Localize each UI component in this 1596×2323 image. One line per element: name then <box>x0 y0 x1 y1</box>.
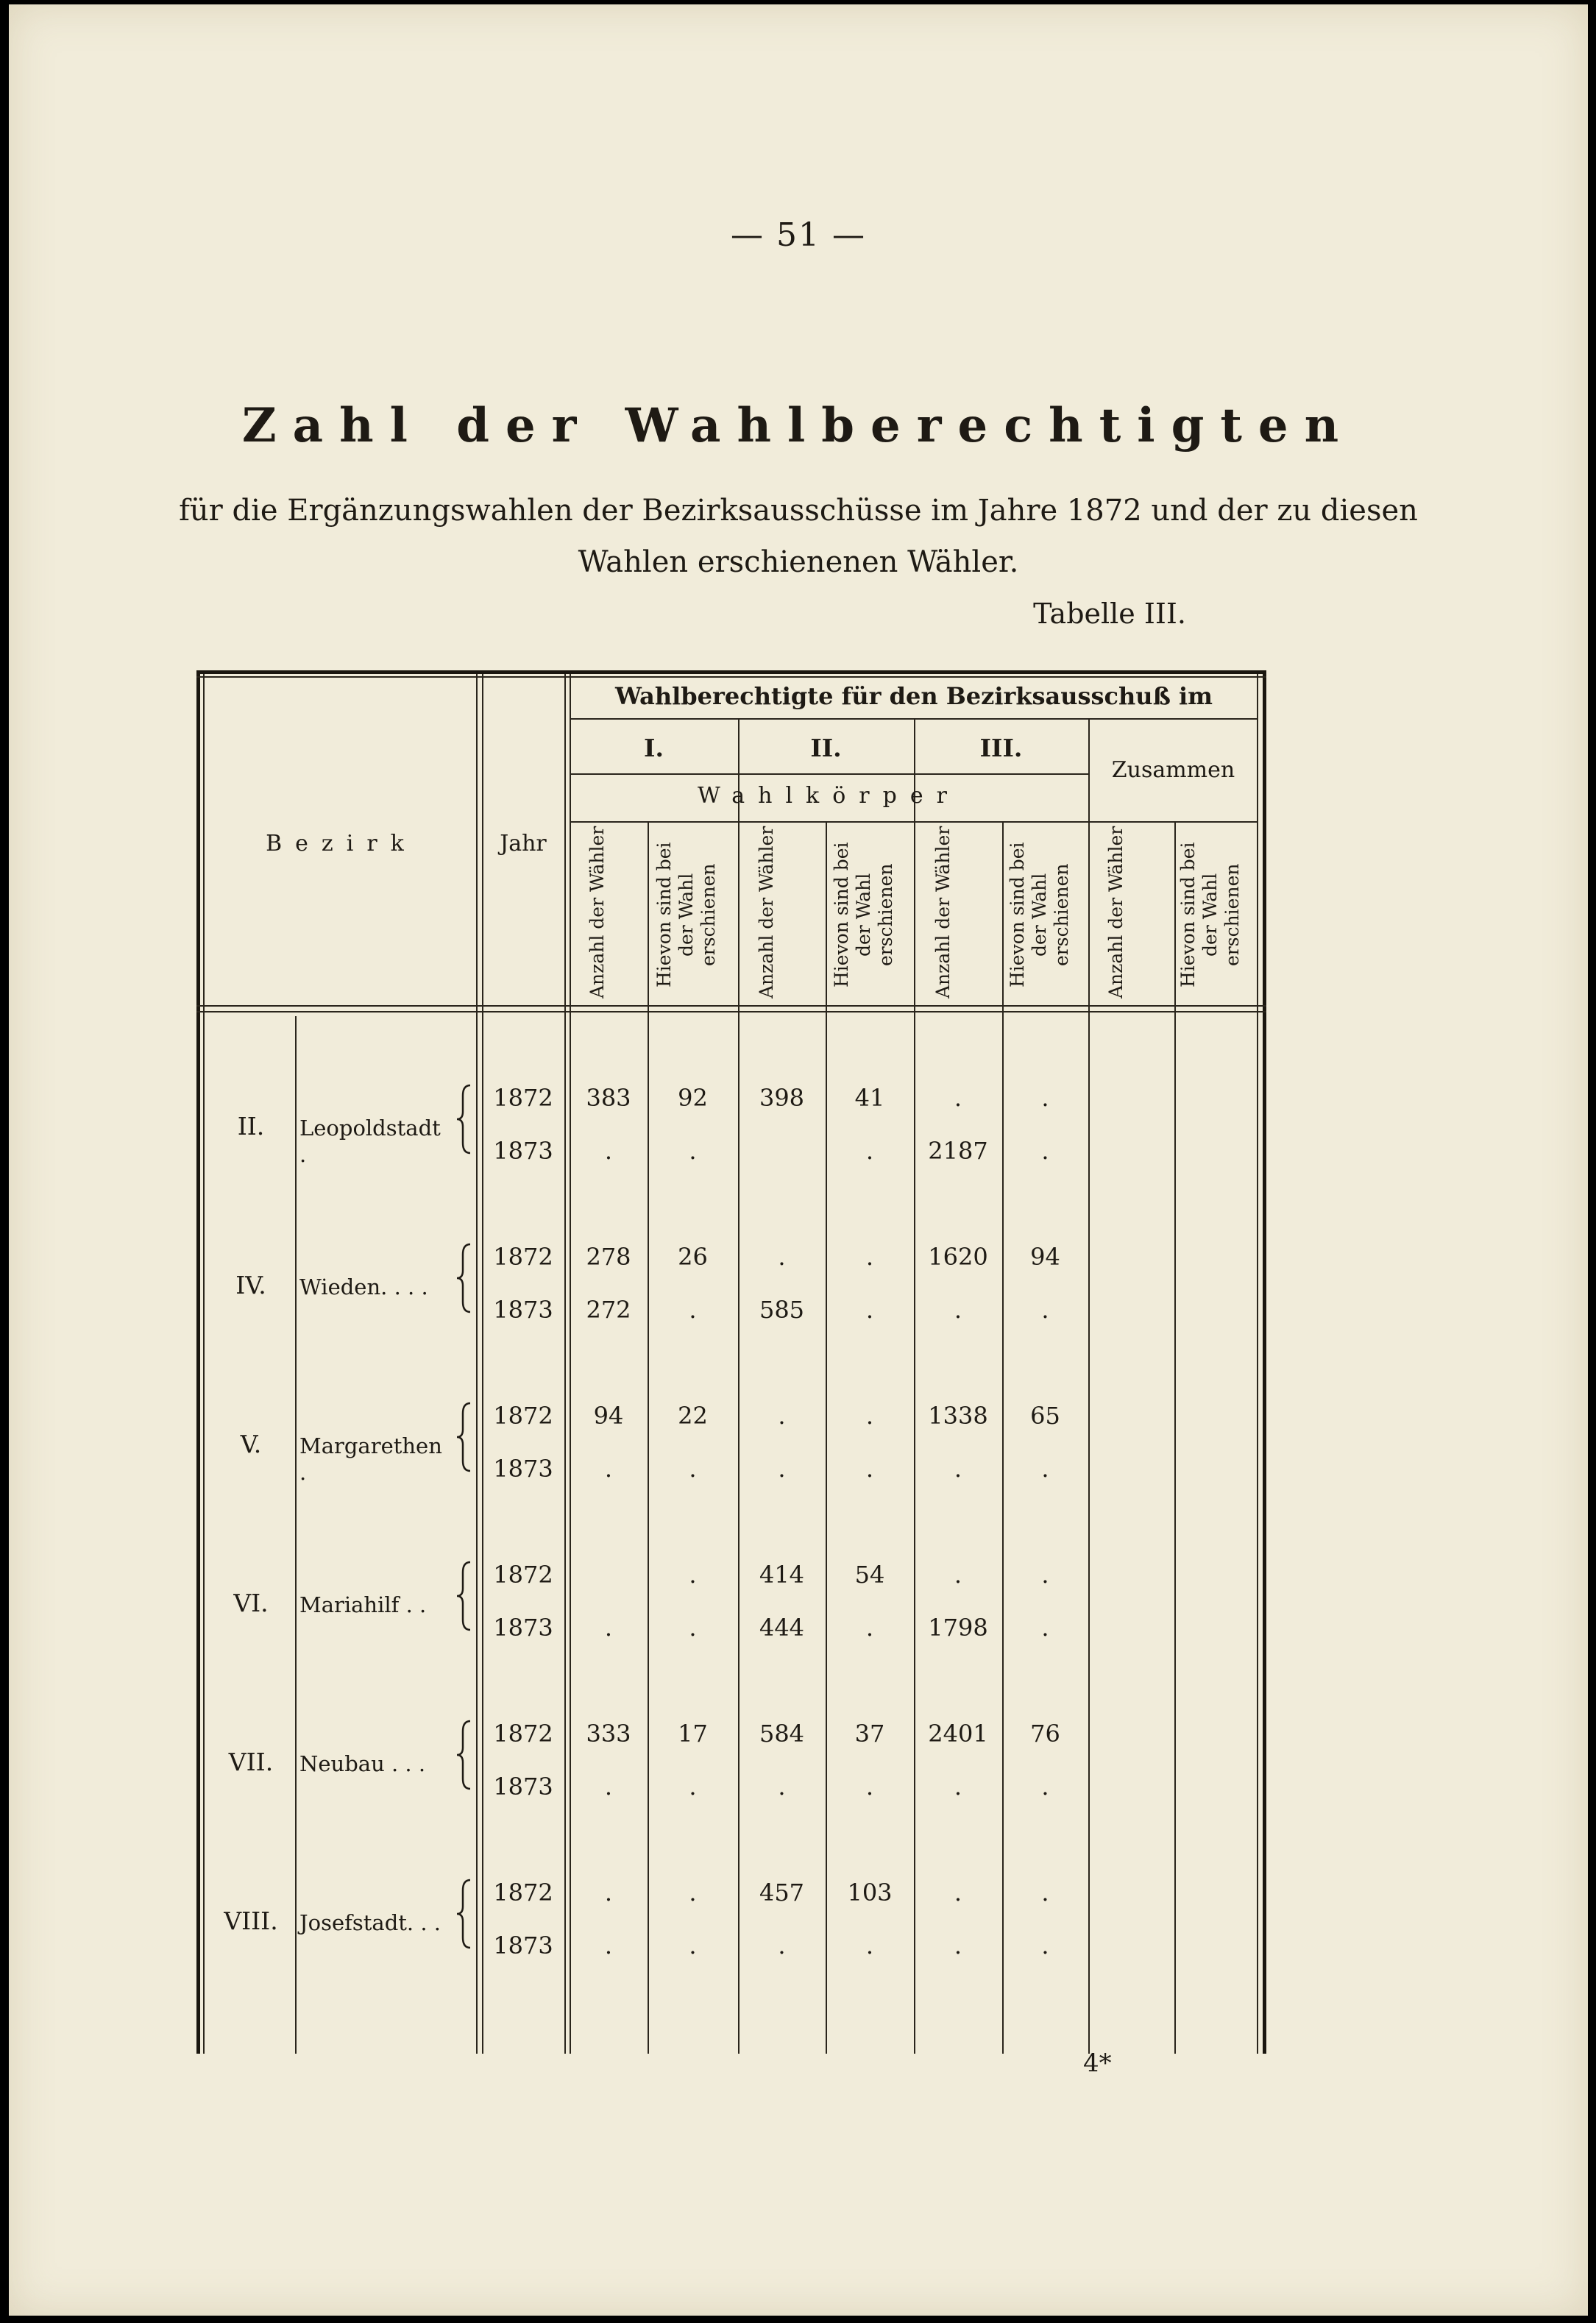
value-cell: 41 <box>854 1084 885 1112</box>
value-cell: 457 <box>759 1879 805 1907</box>
subheader-I-hievon: Hievon sind bei der Wahl erschienen <box>653 842 719 987</box>
row-district-name: Leopoldstadt . <box>299 1116 441 1167</box>
rule-body-II <box>738 718 740 2054</box>
value-cell: . <box>954 1561 962 1589</box>
value-cell: . <box>1041 1932 1049 1960</box>
value-cell: . <box>604 1932 613 1960</box>
value-cell: 92 <box>678 1084 708 1112</box>
row-year: 1873 <box>493 1137 553 1165</box>
value-cell: . <box>1041 1455 1049 1483</box>
row-year: 1873 <box>493 1614 553 1642</box>
value-cell: . <box>865 1296 874 1324</box>
header-body-III: III. <box>979 734 1023 762</box>
row-district-name: Josefstadt. . . <box>299 1910 441 1935</box>
rule-header-wahlkoerper <box>570 773 1088 775</box>
value-cell: 103 <box>847 1879 893 1907</box>
value-cell: 585 <box>759 1296 805 1324</box>
value-cell: . <box>778 1402 786 1430</box>
header-body-II: II. <box>810 734 842 762</box>
page-title: Zahl der Wahlberechtigten <box>241 398 1355 453</box>
value-cell: . <box>604 1137 613 1165</box>
value-cell: . <box>865 1455 874 1483</box>
header-wahlkoerper: Wahlkörper <box>698 783 960 809</box>
value-cell: 17 <box>678 1720 708 1748</box>
value-cell: 94 <box>593 1402 624 1430</box>
value-cell: . <box>865 1137 874 1165</box>
row-district-name: Neubau . . . <box>299 1751 426 1776</box>
subheader-II-anzahl: Anzahl der Wähler <box>756 826 777 999</box>
value-cell: . <box>689 1932 697 1960</box>
value-cell: 272 <box>586 1296 631 1324</box>
value-cell: . <box>865 1243 874 1271</box>
value-cell: . <box>865 1402 874 1430</box>
value-cell: 54 <box>854 1561 885 1589</box>
rule-body-III <box>914 718 915 2054</box>
row-brace <box>454 1718 476 1792</box>
value-cell: . <box>1041 1084 1049 1112</box>
value-cell: . <box>1041 1773 1049 1801</box>
row-brace <box>454 1082 476 1156</box>
value-cell: . <box>778 1773 786 1801</box>
subheader-III-anzahl: Anzahl der Wähler <box>932 826 954 999</box>
value-cell: . <box>954 1932 962 1960</box>
rule-header-subcols <box>570 821 1258 823</box>
value-cell: . <box>954 1455 962 1483</box>
value-cell: 94 <box>1030 1243 1060 1271</box>
value-cell: 398 <box>759 1084 805 1112</box>
row-district-number: IV. <box>235 1271 266 1299</box>
row-year: 1873 <box>493 1296 553 1324</box>
table-border-right-inner <box>1257 670 1258 2054</box>
row-brace <box>454 1559 476 1633</box>
signature-mark: 4* <box>1083 2049 1112 2078</box>
header-body-I: I. <box>644 734 664 762</box>
rule-bezirk-jahr-double <box>482 670 483 2054</box>
value-cell: . <box>954 1296 962 1324</box>
row-year: 1873 <box>493 1773 553 1801</box>
rule-bezirk-num <box>295 1016 297 2054</box>
table-border-right <box>1263 670 1266 2054</box>
row-district-number: VIII. <box>224 1907 278 1935</box>
data-table <box>196 670 1268 2054</box>
header-main: Wahlberechtigte für den Bezirksausschuß im <box>614 682 1213 710</box>
value-cell: . <box>865 1932 874 1960</box>
value-cell: 444 <box>759 1614 805 1642</box>
value-cell: 2187 <box>928 1137 988 1165</box>
subheader-zus-anzahl: Anzahl der Wähler <box>1105 826 1127 999</box>
value-cell: . <box>689 1614 697 1642</box>
rule-jahr-left <box>564 670 566 2054</box>
value-cell: . <box>778 1932 786 1960</box>
value-cell: 1338 <box>928 1402 988 1430</box>
value-cell: 278 <box>586 1243 631 1271</box>
value-cell: . <box>689 1296 697 1324</box>
value-cell: . <box>689 1137 697 1165</box>
table-border-left-inner <box>203 670 205 2054</box>
value-cell: 22 <box>678 1402 708 1430</box>
row-year: 1872 <box>493 1243 553 1271</box>
value-cell: . <box>1041 1879 1049 1907</box>
row-year: 1872 <box>493 1402 553 1430</box>
row-year: 1873 <box>493 1932 553 1960</box>
table-border-top <box>196 670 1266 674</box>
rule-bezirk-jahr <box>476 670 478 2054</box>
value-cell: 1620 <box>928 1243 988 1271</box>
value-cell: . <box>689 1879 697 1907</box>
value-cell: . <box>954 1879 962 1907</box>
subheader-II-hievon: Hievon sind bei der Wahl erschienen <box>831 842 896 987</box>
header-zusammen: Zusammen <box>1111 757 1235 783</box>
value-cell: . <box>954 1773 962 1801</box>
row-brace <box>454 1400 476 1474</box>
value-cell: . <box>689 1773 697 1801</box>
value-cell: . <box>604 1455 613 1483</box>
value-cell: 584 <box>759 1720 805 1748</box>
row-year: 1872 <box>493 1561 553 1589</box>
subheader-zus-hievon: Hievon sind bei der Wahl erschienen <box>1177 842 1243 987</box>
row-district-name: Margarethen . <box>299 1433 442 1485</box>
value-cell: . <box>865 1614 874 1642</box>
page <box>9 4 1588 2316</box>
value-cell: . <box>1041 1137 1049 1165</box>
row-brace <box>454 1241 476 1315</box>
value-cell: 333 <box>586 1720 631 1748</box>
rule-zusammen <box>1088 718 1090 2054</box>
value-cell: . <box>865 1773 874 1801</box>
value-cell: . <box>1041 1296 1049 1324</box>
subtitle-line-1: für die Ergänzungswahlen der Bezirksausschüsse im Jahre 1872 und der zu diesen <box>179 494 1418 528</box>
rule-header-bottom <box>196 1005 1266 1007</box>
rule-header-bottom-double <box>196 1011 1266 1012</box>
row-district-name: Mariahilf . . <box>299 1592 427 1617</box>
row-year: 1872 <box>493 1084 553 1112</box>
page-number: — 51 — <box>731 216 866 254</box>
value-cell: 414 <box>759 1561 805 1589</box>
value-cell: . <box>689 1561 697 1589</box>
subheader-I-anzahl: Anzahl der Wähler <box>586 826 608 999</box>
rule-header-bodies <box>570 718 1258 720</box>
subtitle-line-2: Wahlen erschienenen Wähler. <box>578 545 1019 579</box>
row-brace <box>454 1877 476 1951</box>
value-cell: 26 <box>678 1243 708 1271</box>
table-label: Tabelle III. <box>1033 597 1186 630</box>
value-cell: . <box>954 1084 962 1112</box>
value-cell: . <box>689 1455 697 1483</box>
value-cell: 383 <box>586 1084 631 1112</box>
row-district-name: Wieden. . . . <box>299 1274 428 1299</box>
value-cell: . <box>1041 1561 1049 1589</box>
value-cell: . <box>778 1243 786 1271</box>
value-cell: . <box>604 1773 613 1801</box>
value-cell: . <box>778 1455 786 1483</box>
value-cell: 1798 <box>928 1614 988 1642</box>
row-district-number: II. <box>237 1112 265 1141</box>
rule-jahr-double <box>570 670 571 2054</box>
row-district-number: VII. <box>228 1748 274 1776</box>
value-cell: 2401 <box>928 1720 988 1748</box>
subheader-III-hievon: Hievon sind bei der Wahl erschienen <box>1007 842 1072 987</box>
value-cell: . <box>604 1614 613 1642</box>
value-cell: . <box>1041 1614 1049 1642</box>
row-year: 1873 <box>493 1455 553 1483</box>
value-cell: 65 <box>1030 1402 1060 1430</box>
table-border-left <box>196 670 200 2054</box>
row-district-number: VI. <box>233 1589 269 1617</box>
value-cell: 37 <box>854 1720 885 1748</box>
value-cell: 76 <box>1030 1720 1060 1748</box>
row-year: 1872 <box>493 1720 553 1748</box>
table-border-top-inner <box>196 676 1266 678</box>
value-cell: . <box>604 1879 613 1907</box>
header-jahr: Jahr <box>500 831 547 857</box>
row-district-number: V. <box>240 1430 262 1458</box>
row-year: 1872 <box>493 1879 553 1907</box>
header-bezirk: Bezirk <box>266 831 417 857</box>
